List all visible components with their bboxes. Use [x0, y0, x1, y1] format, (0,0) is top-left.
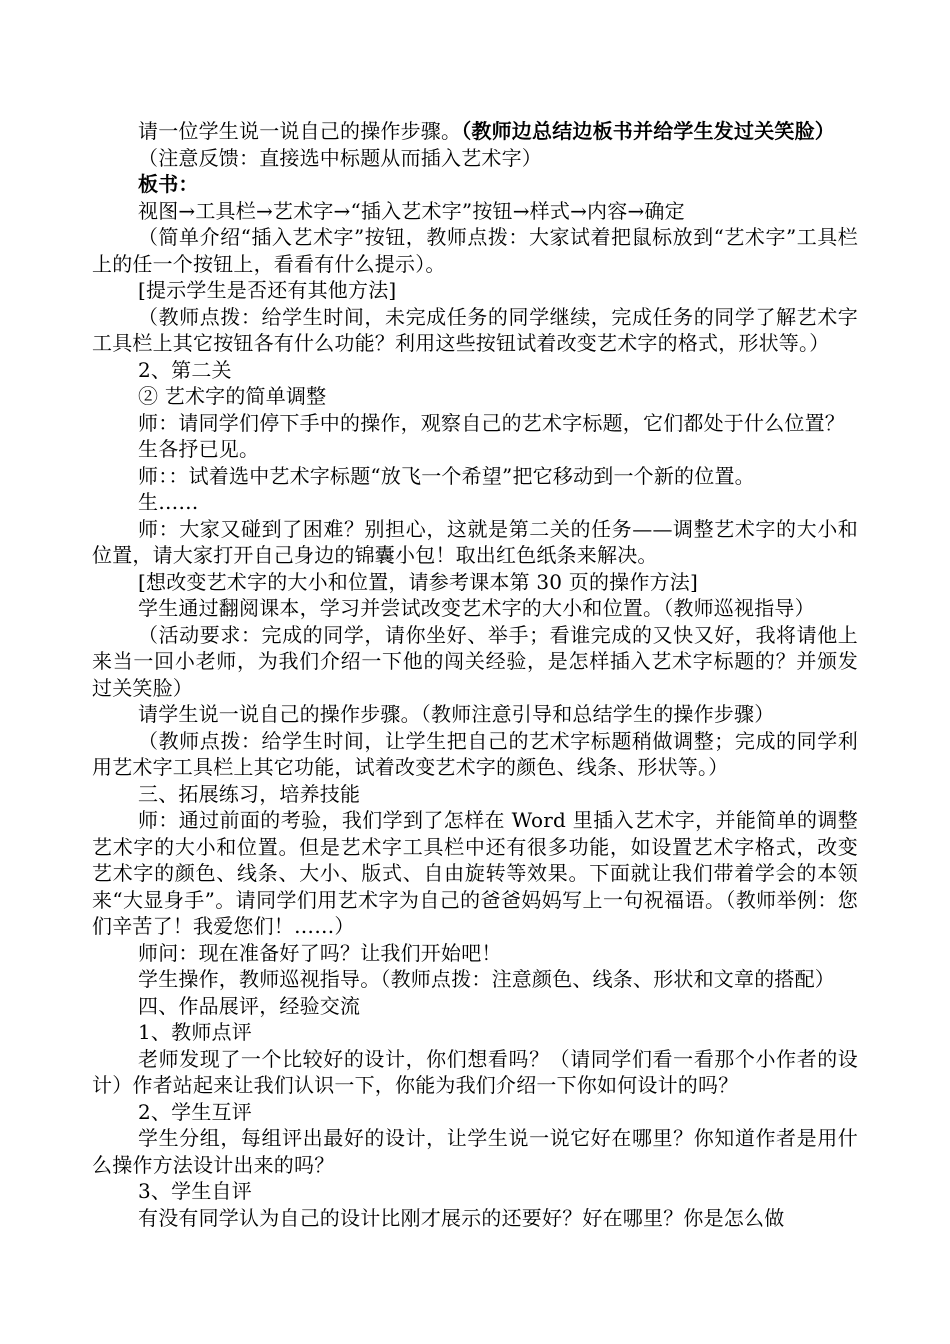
paragraph-10: 师：请同学们停下手中的操作，观察自己的艺术字标题，它们都处于什么位置？: [138, 410, 845, 435]
paragraph-23: 学生操作，教师巡视指导。（教师点拨：注意颜色、线条、形状和文章的搭配）: [138, 967, 835, 991]
paragraph-13: 生……: [138, 490, 199, 514]
paragraph-7: （教师点拨：给学生时间，未完成任务的同学继续，完成任务的同学了解艺术字工具栏上其它按钮各有什么功能？利用这些按钮试着改变艺术字的格式，形状等。）: [92, 304, 858, 355]
paragraph-18: 请学生说一说自己的操作步骤。（教师注意引导和总结学生的操作步骤）: [138, 702, 775, 726]
paragraph-15: [想改变艺术字的大小和位置，请参考课本第 30 页的操作方法]: [138, 569, 698, 594]
paragraph-1: [92, 118, 858, 145]
paragraph-1-text: 请一位学生说一说自己的操作步骤。: [138, 119, 462, 143]
paragraph-6: [提示学生是否还有其他方法]: [138, 278, 397, 302]
paragraph-28: 学生分组，每组评出最好的设计，让学生说一说它好在哪里？你知道作者是用什么操作方法设计出来的吗？: [92, 1126, 858, 1177]
paragraph-4: 视图→工具栏→艺术字→“插入艺术字”按钮→样式→内容→确定: [138, 198, 685, 223]
subheading-peer-review: 2、学生互评: [138, 1099, 252, 1124]
paragraph-21: 师：通过前面的考验，我们学到了怎样在 Word 里插入艺术字，并能简单的调整艺术字的大小和位置。但是艺术字工具栏中还有很多功能，如设置艺术字格式，改变艺术字的颜色、线条、大小、版式、自由旋转等效果。下面就让我们带着学会的本领来“大显身手”。请同学们用艺术字为自己的爸爸妈妈写上一句祝福语。（教师举例：您们辛苦了！我爱您们！……）: [92, 808, 858, 938]
subheading-self-review: 3、学生自评: [138, 1179, 252, 1203]
paragraph-14: 师：大家又碰到了困难？别担心，这就是第二关的任务——调整艺术字的大小和位置，请大家打开自己身边的锦囊小包！取出红色纸条来解决。: [92, 516, 858, 567]
section-heading-2: 2、第二关: [138, 357, 232, 382]
paragraph-11: 生各抒已见。: [138, 437, 260, 461]
section-heading-4: 四、作品展评，经验交流: [138, 993, 361, 1018]
board-heading: 板书：: [138, 172, 199, 196]
paragraph-30: 有没有同学认为自己的设计比刚才展示的还要好？好在哪里？你是怎么做: [138, 1205, 785, 1230]
paragraph-2: （注意反馈：直接选中标题从而插入艺术字）: [138, 145, 542, 170]
paragraph-1-bold: （教师边总结边板书并给学生发过关笑脸）: [461, 119, 836, 143]
paragraph-19: （教师点拨：给学生时间，让学生把自己的艺术字标题稍做调整；完成的同学利用艺术字工具栏上其它功能，试着改变艺术字的颜色、线条、形状等。）: [92, 728, 858, 779]
paragraph-9: ② 艺术字的简单调整: [138, 384, 327, 408]
paragraph-12: 师：：试着选中艺术字标题“放飞一个希望”把它移动到一个新的位置。: [138, 463, 755, 488]
section-heading-3: 三、拓展练习，培养技能: [138, 781, 361, 806]
paragraph-22: 师问：现在准备好了吗？让我们开始吧！: [138, 940, 502, 965]
paragraph-26: 老师发现了一个比较好的设计，你们想看吗？（请同学们看一看那个小作者的设计）作者站起来让我们认识一下，你能为我们介绍一下你如何设计的吗？: [92, 1046, 858, 1097]
paragraph-17: （活动要求：完成的同学，请你坐好、举手；看谁完成的又快又好，我将请他上来当一回小老师，为我们介绍一下他的闯关经验，是怎样插入艺术字标题的？并颁发过关笑脸）: [92, 622, 858, 700]
document-page: [92, 118, 858, 1231]
paragraph-5: （简单介绍“插入艺术字”按钮，教师点拨：大家试着把鼠标放到“艺术字”工具栏上的任一个按钮上，看看有什么提示）。: [92, 225, 858, 276]
subheading-teacher-review: 1、教师点评: [138, 1020, 252, 1044]
paragraph-16: 学生通过翻阅课本，学习并尝试改变艺术字的大小和位置。（教师巡视指导）: [138, 596, 815, 620]
